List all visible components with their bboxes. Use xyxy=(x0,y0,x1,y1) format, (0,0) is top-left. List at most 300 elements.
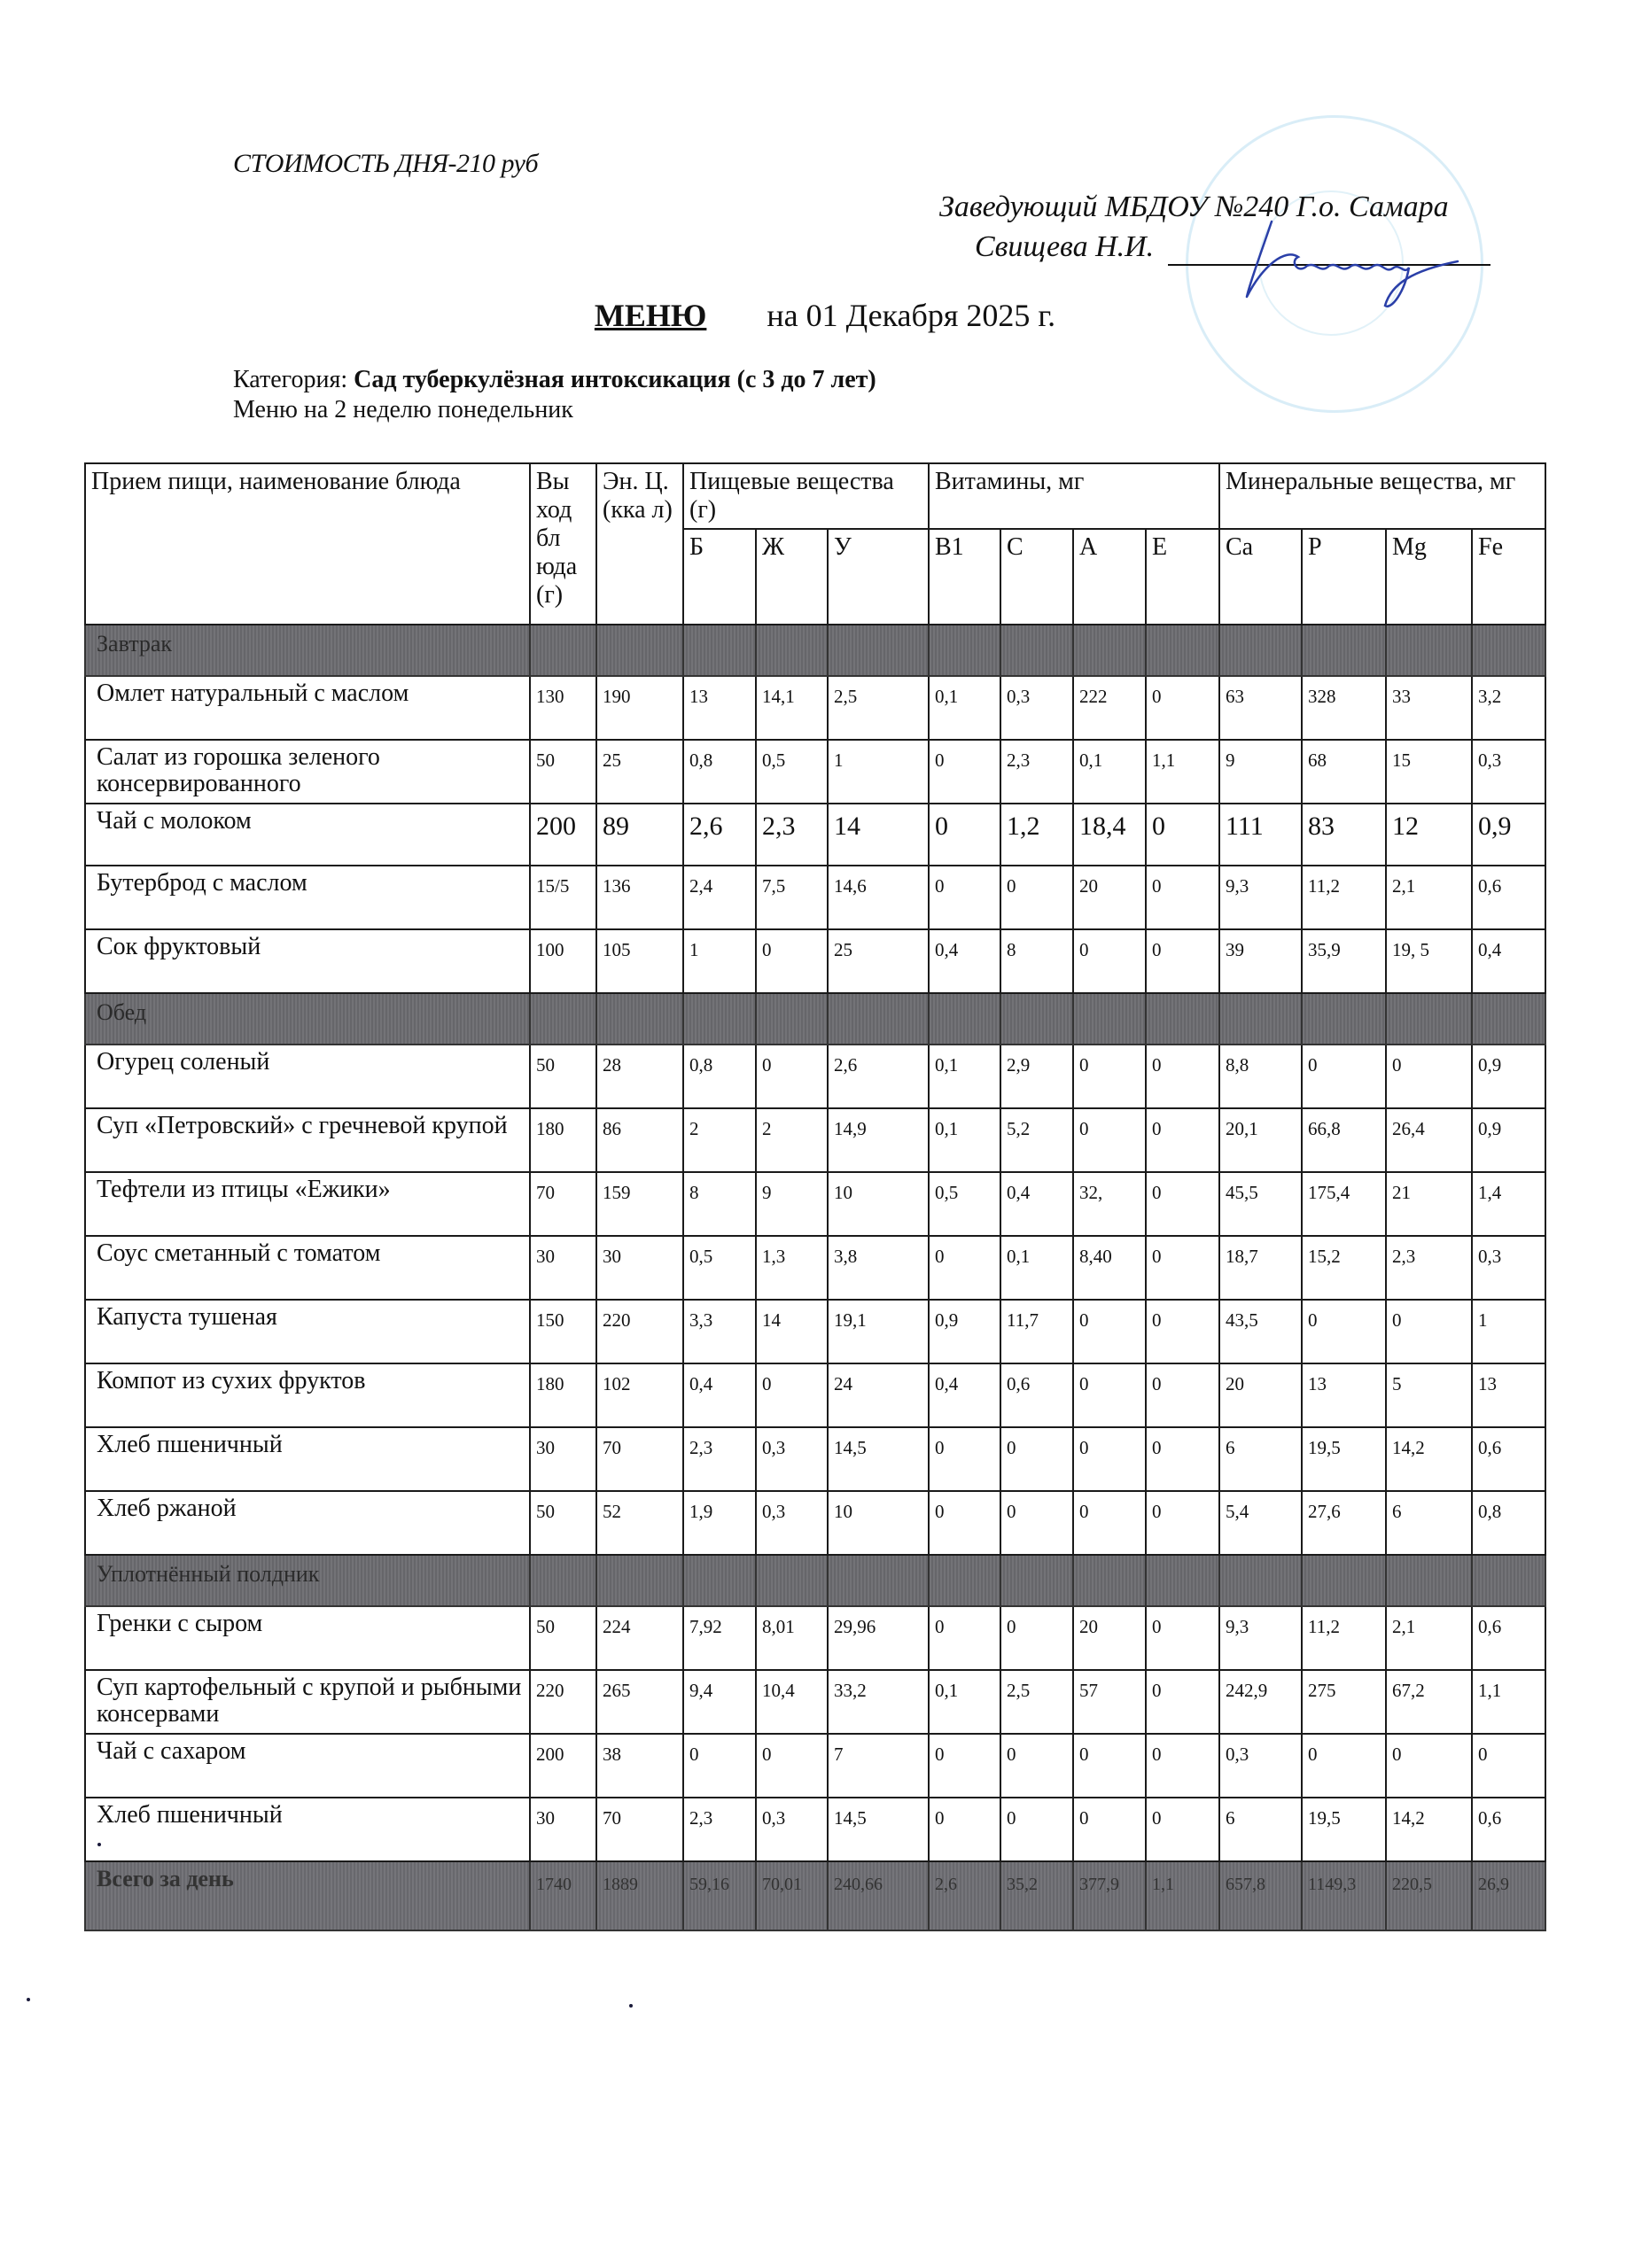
table-row xyxy=(85,866,1545,929)
table-row xyxy=(85,804,1545,866)
value-cell: 0 xyxy=(1000,1606,1073,1670)
section-cell xyxy=(530,1555,596,1606)
value-cell: 0,8 xyxy=(683,1045,756,1108)
value-cell: 0 xyxy=(1146,1045,1219,1108)
value-cell: 7,92 xyxy=(683,1606,756,1670)
header-vitamins: Витамины, мг xyxy=(929,463,1219,529)
header-p: Р xyxy=(1302,529,1386,625)
value-cell: 0 xyxy=(1000,1491,1073,1555)
header-energy: Эн. Ц. (кка л) xyxy=(596,463,683,625)
value-cell: 8,40 xyxy=(1073,1236,1146,1300)
value-cell: 0,6 xyxy=(1472,866,1545,929)
section-cell xyxy=(1302,993,1386,1045)
section-cell xyxy=(530,625,596,676)
value-cell: 0 xyxy=(1073,929,1146,993)
value-cell: 39 xyxy=(1219,929,1302,993)
value-cell: 10 xyxy=(828,1172,929,1236)
value-cell: 43,5 xyxy=(1219,1300,1302,1363)
value-cell: 130 xyxy=(530,676,596,740)
value-cell: 19,5 xyxy=(1302,1798,1386,1861)
table-row xyxy=(85,1236,1545,1300)
dish-name: Тефтели из птицы «Ежики» xyxy=(85,1172,530,1236)
value-cell: 2 xyxy=(756,1108,828,1172)
value-cell: 11,2 xyxy=(1302,866,1386,929)
value-cell: 57 xyxy=(1073,1670,1146,1734)
value-cell: 0,5 xyxy=(683,1236,756,1300)
value-cell: 222 xyxy=(1073,676,1146,740)
value-cell: 14,2 xyxy=(1386,1427,1472,1491)
value-cell: 0 xyxy=(756,929,828,993)
value-cell: 0,4 xyxy=(1472,929,1545,993)
value-cell: 1,1 xyxy=(1146,740,1219,804)
value-cell: 2,6 xyxy=(683,804,756,866)
total-label: Всего за день xyxy=(85,1861,530,1930)
value-cell: 0,4 xyxy=(929,929,1000,993)
week-info: Меню на 2 неделю понедельник xyxy=(233,396,573,423)
value-cell: 13 xyxy=(1302,1363,1386,1427)
value-cell: 11,7 xyxy=(1000,1300,1073,1363)
dish-name: Сок фруктовый xyxy=(85,929,530,993)
category-label: Категория: xyxy=(233,366,348,393)
value-cell: 111 xyxy=(1219,804,1302,866)
section-cell xyxy=(1472,993,1545,1045)
section-cell xyxy=(1146,1555,1219,1606)
value-cell: 0 xyxy=(929,1606,1000,1670)
dish-name: Гренки с сыром xyxy=(85,1606,530,1670)
header-minerals: Минеральные вещества, мг xyxy=(1219,463,1545,529)
value-cell: 66,8 xyxy=(1302,1108,1386,1172)
table-row xyxy=(85,676,1545,740)
value-cell: 20 xyxy=(1219,1363,1302,1427)
value-cell: 0 xyxy=(1302,1045,1386,1108)
value-cell: 0,4 xyxy=(683,1363,756,1427)
value-cell: 0 xyxy=(1146,1606,1219,1670)
value-cell: 10 xyxy=(828,1491,929,1555)
total-row xyxy=(85,1861,1545,1930)
value-cell: 0 xyxy=(929,740,1000,804)
value-cell: 20 xyxy=(1073,866,1146,929)
value-cell: 50 xyxy=(530,1045,596,1108)
value-cell: 2 xyxy=(683,1108,756,1172)
value-cell: 0 xyxy=(1000,866,1073,929)
value-cell: 38 xyxy=(596,1734,683,1798)
value-cell: 50 xyxy=(530,740,596,804)
value-cell: 220 xyxy=(530,1670,596,1734)
section-cell xyxy=(596,625,683,676)
value-cell: 0 xyxy=(929,1798,1000,1861)
value-cell: 0,1 xyxy=(929,676,1000,740)
value-cell: 0,8 xyxy=(1472,1491,1545,1555)
total-value: 2,6 xyxy=(929,1861,1000,1930)
value-cell: 0 xyxy=(1073,1045,1146,1108)
value-cell: 0 xyxy=(1146,1734,1219,1798)
value-cell: 13 xyxy=(683,676,756,740)
value-cell: 2,5 xyxy=(828,676,929,740)
total-value: 70,01 xyxy=(756,1861,828,1930)
value-cell: 0 xyxy=(929,1427,1000,1491)
value-cell: 2,3 xyxy=(1000,740,1073,804)
value-cell: 26,4 xyxy=(1386,1108,1472,1172)
value-cell: 33,2 xyxy=(828,1670,929,1734)
value-cell: 12 xyxy=(1386,804,1472,866)
scan-dot xyxy=(629,2004,633,2008)
value-cell: 8,01 xyxy=(756,1606,828,1670)
table-row xyxy=(85,1108,1545,1172)
value-cell: 2,1 xyxy=(1386,1606,1472,1670)
total-value: 1889 xyxy=(596,1861,683,1930)
header-nutrients: Пищевые вещества (г) xyxy=(683,463,929,529)
value-cell: 8,8 xyxy=(1219,1045,1302,1108)
value-cell: 1,9 xyxy=(683,1491,756,1555)
value-cell: 150 xyxy=(530,1300,596,1363)
value-cell: 0 xyxy=(1146,1670,1219,1734)
value-cell: 21 xyxy=(1386,1172,1472,1236)
category-value: Сад туберкулёзная интоксикация (с 3 до 7 лет) xyxy=(354,366,876,393)
section-cell xyxy=(929,1555,1000,1606)
day-cost: СТОИМОСТЬ ДНЯ-210 руб xyxy=(233,149,539,178)
section-cell xyxy=(929,625,1000,676)
header-e: Е xyxy=(1146,529,1219,625)
dish-name: Суп картофельный с крупой и рыбными консервами xyxy=(85,1670,530,1734)
value-cell: 63 xyxy=(1219,676,1302,740)
section-name: Уплотнённый полдник xyxy=(85,1555,530,1606)
value-cell: 27,6 xyxy=(1302,1491,1386,1555)
value-cell: 70 xyxy=(530,1172,596,1236)
dish-name: Чай с молоком xyxy=(85,804,530,866)
total-value: 1740 xyxy=(530,1861,596,1930)
value-cell: 6 xyxy=(1219,1427,1302,1491)
value-cell: 0 xyxy=(1146,929,1219,993)
dish-name: Соус сметанный с томатом xyxy=(85,1236,530,1300)
value-cell: 200 xyxy=(530,804,596,866)
value-cell: 19, 5 xyxy=(1386,929,1472,993)
value-cell: 3,8 xyxy=(828,1236,929,1300)
value-cell: 5,4 xyxy=(1219,1491,1302,1555)
value-cell: 2,3 xyxy=(683,1427,756,1491)
value-cell: 2,6 xyxy=(828,1045,929,1108)
section-cell xyxy=(756,625,828,676)
value-cell: 35,9 xyxy=(1302,929,1386,993)
value-cell: 0 xyxy=(1302,1734,1386,1798)
value-cell: 0 xyxy=(1000,1427,1073,1491)
value-cell: 7,5 xyxy=(756,866,828,929)
value-cell: 0,1 xyxy=(1073,740,1146,804)
value-cell: 68 xyxy=(1302,740,1386,804)
value-cell: 0 xyxy=(1146,866,1219,929)
section-cell xyxy=(1219,1555,1302,1606)
menu-body xyxy=(85,625,1545,1930)
table-row xyxy=(85,1363,1545,1427)
value-cell: 0 xyxy=(1146,1236,1219,1300)
section-name: Завтрак xyxy=(85,625,530,676)
section-cell xyxy=(596,993,683,1045)
value-cell: 14 xyxy=(828,804,929,866)
dish-name: Омлет натуральный с маслом xyxy=(85,676,530,740)
section-cell xyxy=(1302,1555,1386,1606)
value-cell: 10,4 xyxy=(756,1670,828,1734)
section-cell xyxy=(828,993,929,1045)
value-cell: 19,5 xyxy=(1302,1427,1386,1491)
value-cell: 0 xyxy=(1146,1300,1219,1363)
value-cell: 0,3 xyxy=(1219,1734,1302,1798)
value-cell: 0 xyxy=(1073,1734,1146,1798)
value-cell: 180 xyxy=(530,1108,596,1172)
approver-name: Свищева Н.И. xyxy=(975,230,1155,263)
value-cell: 50 xyxy=(530,1491,596,1555)
value-cell: 0,3 xyxy=(1472,1236,1545,1300)
value-cell: 29,96 xyxy=(828,1606,929,1670)
section-cell xyxy=(929,993,1000,1045)
section-cell xyxy=(828,625,929,676)
section-cell xyxy=(1000,625,1073,676)
value-cell: 0 xyxy=(1073,1363,1146,1427)
table-row xyxy=(85,1670,1545,1734)
value-cell: 0 xyxy=(1386,1045,1472,1108)
section-row xyxy=(85,1555,1545,1606)
scan-dot xyxy=(97,1843,101,1846)
value-cell: 70 xyxy=(596,1427,683,1491)
value-cell: 9,3 xyxy=(1219,866,1302,929)
value-cell: 0,3 xyxy=(756,1427,828,1491)
section-cell xyxy=(683,993,756,1045)
value-cell: 220 xyxy=(596,1300,683,1363)
total-value: 377,9 xyxy=(1073,1861,1146,1930)
value-cell: 0 xyxy=(1146,676,1219,740)
value-cell: 30 xyxy=(530,1427,596,1491)
section-cell xyxy=(1386,993,1472,1045)
value-cell: 0 xyxy=(1073,1491,1146,1555)
value-cell: 14,9 xyxy=(828,1108,929,1172)
value-cell: 0 xyxy=(1146,804,1219,866)
value-cell: 0,1 xyxy=(929,1045,1000,1108)
table-row xyxy=(85,1606,1545,1670)
value-cell: 1,4 xyxy=(1472,1172,1545,1236)
value-cell: 25 xyxy=(828,929,929,993)
value-cell: 13 xyxy=(1472,1363,1545,1427)
value-cell: 5,2 xyxy=(1000,1108,1073,1172)
section-cell xyxy=(1472,625,1545,676)
header-b1: В1 xyxy=(929,529,1000,625)
table-row xyxy=(85,1300,1545,1363)
value-cell: 9,4 xyxy=(683,1670,756,1734)
dish-name: Капуста тушеная xyxy=(85,1300,530,1363)
page-title xyxy=(0,297,1650,334)
value-cell: 33 xyxy=(1386,676,1472,740)
value-cell: 6 xyxy=(1386,1491,1472,1555)
value-cell: 328 xyxy=(1302,676,1386,740)
value-cell: 32, xyxy=(1073,1172,1146,1236)
total-value: 240,66 xyxy=(828,1861,929,1930)
signature-icon xyxy=(1236,213,1467,310)
value-cell: 0,4 xyxy=(929,1363,1000,1427)
value-cell: 0,3 xyxy=(756,1798,828,1861)
value-cell: 0,6 xyxy=(1472,1427,1545,1491)
value-cell: 89 xyxy=(596,804,683,866)
header-fe: Fe xyxy=(1472,529,1545,625)
value-cell: 105 xyxy=(596,929,683,993)
value-cell: 0 xyxy=(1386,1734,1472,1798)
value-cell: 0 xyxy=(1146,1427,1219,1491)
section-cell xyxy=(1219,625,1302,676)
value-cell: 0,3 xyxy=(1472,740,1545,804)
value-cell: 2,9 xyxy=(1000,1045,1073,1108)
value-cell: 0 xyxy=(1000,1798,1073,1861)
value-cell: 0 xyxy=(1146,1798,1219,1861)
value-cell: 14 xyxy=(756,1300,828,1363)
value-cell: 83 xyxy=(1302,804,1386,866)
table-row xyxy=(85,1798,1545,1861)
section-cell xyxy=(683,625,756,676)
header-protein: Б xyxy=(683,529,756,625)
value-cell: 0,9 xyxy=(929,1300,1000,1363)
value-cell: 1,2 xyxy=(1000,804,1073,866)
header-carbs: У xyxy=(828,529,929,625)
value-cell: 19,1 xyxy=(828,1300,929,1363)
dish-name: Хлеб ржаной xyxy=(85,1491,530,1555)
value-cell: 0 xyxy=(1073,1798,1146,1861)
dish-name: Суп «Петровский» с гречневой крупой xyxy=(85,1108,530,1172)
section-cell xyxy=(1146,625,1219,676)
value-cell: 0,9 xyxy=(1472,1045,1545,1108)
value-cell: 0,6 xyxy=(1472,1606,1545,1670)
value-cell: 102 xyxy=(596,1363,683,1427)
value-cell: 0 xyxy=(683,1734,756,1798)
scan-dot xyxy=(27,1998,30,2001)
value-cell: 9 xyxy=(756,1172,828,1236)
value-cell: 14,2 xyxy=(1386,1798,1472,1861)
value-cell: 20,1 xyxy=(1219,1108,1302,1172)
value-cell: 0,1 xyxy=(1000,1236,1073,1300)
value-cell: 2,5 xyxy=(1000,1670,1073,1734)
value-cell: 0 xyxy=(756,1363,828,1427)
value-cell: 24 xyxy=(828,1363,929,1427)
section-cell xyxy=(1219,993,1302,1045)
value-cell: 1,3 xyxy=(756,1236,828,1300)
section-cell xyxy=(1146,993,1219,1045)
value-cell: 6 xyxy=(1219,1798,1302,1861)
value-cell: 14,5 xyxy=(828,1798,929,1861)
value-cell: 0 xyxy=(756,1734,828,1798)
total-value: 220,5 xyxy=(1386,1861,1472,1930)
value-cell: 9,3 xyxy=(1219,1606,1302,1670)
value-cell: 5 xyxy=(1386,1363,1472,1427)
section-name: Обед xyxy=(85,993,530,1045)
value-cell: 86 xyxy=(596,1108,683,1172)
value-cell: 0,1 xyxy=(929,1670,1000,1734)
header-mg: Mg xyxy=(1386,529,1472,625)
value-cell: 3,2 xyxy=(1472,676,1545,740)
dish-name: Хлеб пшеничный xyxy=(85,1427,530,1491)
value-cell: 0,9 xyxy=(1472,804,1545,866)
table-row xyxy=(85,1172,1545,1236)
value-cell: 0 xyxy=(1386,1300,1472,1363)
section-row xyxy=(85,993,1545,1045)
value-cell: 0,6 xyxy=(1000,1363,1073,1427)
value-cell: 0 xyxy=(929,1236,1000,1300)
section-cell xyxy=(1386,1555,1472,1606)
total-value: 1,1 xyxy=(1146,1861,1219,1930)
table-row xyxy=(85,929,1545,993)
value-cell: 14,1 xyxy=(756,676,828,740)
section-cell xyxy=(756,993,828,1045)
value-cell: 0 xyxy=(1073,1108,1146,1172)
value-cell: 0 xyxy=(929,1491,1000,1555)
value-cell: 2,3 xyxy=(683,1798,756,1861)
section-cell xyxy=(1302,625,1386,676)
title-date: на 01 Декабря 2025 г. xyxy=(767,298,1056,333)
header-c: С xyxy=(1000,529,1073,625)
value-cell: 52 xyxy=(596,1491,683,1555)
value-cell: 265 xyxy=(596,1670,683,1734)
title-menu: МЕНЮ xyxy=(594,298,707,333)
value-cell: 2,3 xyxy=(756,804,828,866)
section-cell xyxy=(1073,1555,1146,1606)
value-cell: 0 xyxy=(1146,1172,1219,1236)
value-cell: 18,4 xyxy=(1073,804,1146,866)
header-ca: Са xyxy=(1219,529,1302,625)
value-cell: 0 xyxy=(1146,1491,1219,1555)
section-row xyxy=(85,625,1545,676)
value-cell: 18,7 xyxy=(1219,1236,1302,1300)
header-dish: Прием пищи, наименование блюда xyxy=(85,463,530,625)
table-row xyxy=(85,740,1545,804)
value-cell: 275 xyxy=(1302,1670,1386,1734)
value-cell: 0,3 xyxy=(756,1491,828,1555)
value-cell: 8 xyxy=(1000,929,1073,993)
value-cell: 7 xyxy=(828,1734,929,1798)
value-cell: 0 xyxy=(929,1734,1000,1798)
value-cell: 2,4 xyxy=(683,866,756,929)
section-cell xyxy=(1472,1555,1545,1606)
value-cell: 3,3 xyxy=(683,1300,756,1363)
value-cell: 30 xyxy=(530,1236,596,1300)
value-cell: 175,4 xyxy=(1302,1172,1386,1236)
value-cell: 11,2 xyxy=(1302,1606,1386,1670)
total-value: 35,2 xyxy=(1000,1861,1073,1930)
section-cell xyxy=(1386,625,1472,676)
value-cell: 2,3 xyxy=(1386,1236,1472,1300)
section-cell xyxy=(1073,993,1146,1045)
value-cell: 15 xyxy=(1386,740,1472,804)
total-value: 657,8 xyxy=(1219,1861,1302,1930)
dish-name: Салат из горошка зеленого консервированного xyxy=(85,740,530,804)
value-cell: 1 xyxy=(683,929,756,993)
section-cell xyxy=(1000,993,1073,1045)
value-cell: 136 xyxy=(596,866,683,929)
table-row xyxy=(85,1427,1545,1491)
section-cell xyxy=(596,1555,683,1606)
section-cell xyxy=(756,1555,828,1606)
value-cell: 15,2 xyxy=(1302,1236,1386,1300)
value-cell: 0,3 xyxy=(1000,676,1073,740)
value-cell: 25 xyxy=(596,740,683,804)
header-fat: Ж xyxy=(756,529,828,625)
value-cell: 159 xyxy=(596,1172,683,1236)
dish-name: Хлеб пшеничный xyxy=(85,1798,530,1861)
table-row xyxy=(85,1491,1545,1555)
value-cell: 0,1 xyxy=(929,1108,1000,1172)
value-cell: 224 xyxy=(596,1606,683,1670)
table-row xyxy=(85,1734,1545,1798)
total-value: 1149,3 xyxy=(1302,1861,1386,1930)
menu-table xyxy=(84,462,1546,1931)
value-cell: 30 xyxy=(530,1798,596,1861)
section-cell xyxy=(1073,625,1146,676)
value-cell: 14,5 xyxy=(828,1427,929,1491)
header-a: А xyxy=(1073,529,1146,625)
value-cell: 0,9 xyxy=(1472,1108,1545,1172)
header-yield: Вы ход бл юда (г) xyxy=(530,463,596,625)
